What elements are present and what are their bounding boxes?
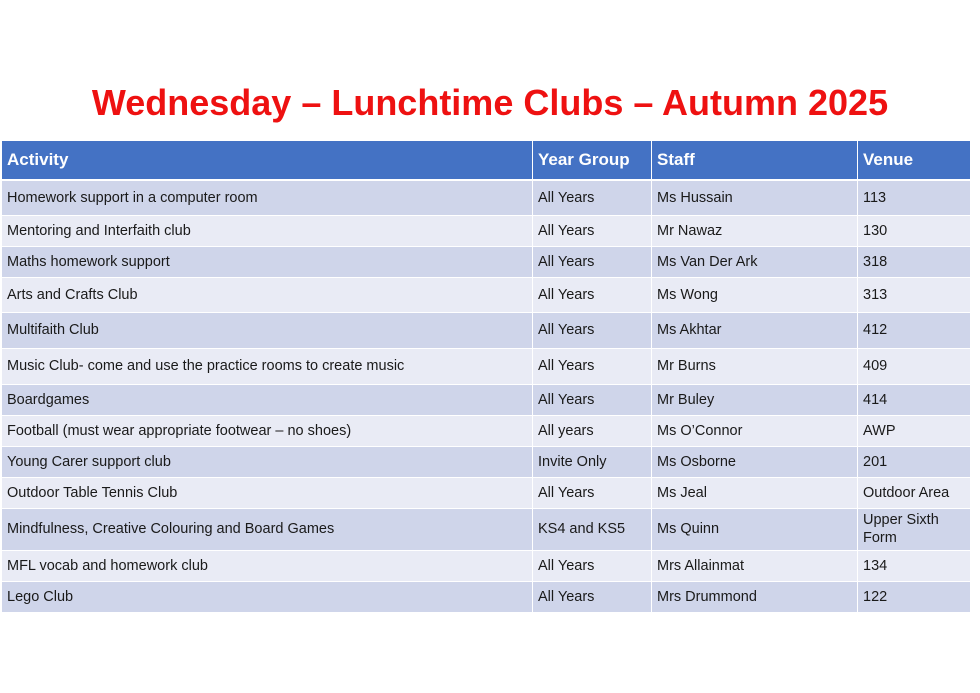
cell-staff: Ms Van Der Ark (652, 246, 858, 277)
cell-year-group: All Years (533, 180, 652, 215)
cell-year-group: All Years (533, 312, 652, 348)
cell-year-group: Invite Only (533, 446, 652, 477)
cell-venue: AWP (858, 415, 971, 446)
cell-activity: Lego Club (2, 581, 533, 612)
table-row (2, 246, 971, 277)
cell-activity: Arts and Crafts Club (2, 277, 533, 312)
table-row (2, 348, 971, 384)
cell-activity: Music Club- come and use the practice rooms to create music (2, 348, 533, 384)
cell-venue: 113 (858, 180, 971, 215)
cell-year-group: All Years (533, 477, 652, 508)
cell-year-group: All Years (533, 246, 652, 277)
cell-activity: Football (must wear appropriate footwear – no shoes) (2, 415, 533, 446)
table-row (2, 384, 971, 415)
cell-activity: Mindfulness, Creative Colouring and Board Games (2, 508, 533, 550)
cell-venue: 412 (858, 312, 971, 348)
table-row (2, 415, 971, 446)
table-row (2, 446, 971, 477)
cell-venue: Upper Sixth Form (858, 508, 971, 550)
table-row (2, 215, 971, 246)
cell-activity: Outdoor Table Tennis Club (2, 477, 533, 508)
cell-year-group: All Years (533, 348, 652, 384)
cell-staff: Ms Quinn (652, 508, 858, 550)
cell-staff: Mr Buley (652, 384, 858, 415)
cell-venue: 122 (858, 581, 971, 612)
table-header-row (2, 141, 971, 181)
cell-venue: 313 (858, 277, 971, 312)
cell-staff: Mrs Allainmat (652, 550, 858, 581)
cell-venue: 318 (858, 246, 971, 277)
table-row (2, 180, 971, 215)
table-row (2, 508, 971, 550)
cell-activity: Mentoring and Interfaith club (2, 215, 533, 246)
cell-staff: Ms Osborne (652, 446, 858, 477)
cell-year-group: All Years (533, 215, 652, 246)
table-row (2, 277, 971, 312)
cell-year-group: All Years (533, 384, 652, 415)
cell-year-group: All years (533, 415, 652, 446)
cell-staff: Ms Jeal (652, 477, 858, 508)
cell-venue: 201 (858, 446, 971, 477)
table-row (2, 550, 971, 581)
clubs-table (1, 140, 971, 613)
cell-activity: Homework support in a computer room (2, 180, 533, 215)
cell-staff: Ms O’Connor (652, 415, 858, 446)
table-row (2, 581, 971, 612)
cell-activity: MFL vocab and homework club (2, 550, 533, 581)
table-row (2, 312, 971, 348)
cell-venue: 409 (858, 348, 971, 384)
cell-venue: 414 (858, 384, 971, 415)
cell-venue: 130 (858, 215, 971, 246)
cell-venue: Outdoor Area (858, 477, 971, 508)
cell-year-group: All Years (533, 581, 652, 612)
cell-year-group: KS4 and KS5 (533, 508, 652, 550)
cell-staff: Ms Wong (652, 277, 858, 312)
header-staff: Staff (652, 141, 858, 181)
cell-activity: Multifaith Club (2, 312, 533, 348)
cell-activity: Boardgames (2, 384, 533, 415)
cell-year-group: All Years (533, 277, 652, 312)
cell-activity: Young Carer support club (2, 446, 533, 477)
header-year-group: Year Group (533, 141, 652, 181)
page-title: Wednesday – Lunchtime Clubs – Autumn 2025 (91, 82, 889, 123)
cell-staff: Mr Burns (652, 348, 858, 384)
cell-staff: Mr Nawaz (652, 215, 858, 246)
cell-activity: Maths homework support (2, 246, 533, 277)
table-row (2, 477, 971, 508)
cell-year-group: All Years (533, 550, 652, 581)
header-venue: Venue (858, 141, 971, 181)
cell-staff: Mrs Drummond (652, 581, 858, 612)
cell-staff: Ms Akhtar (652, 312, 858, 348)
header-activity: Activity (2, 141, 533, 181)
cell-venue: 134 (858, 550, 971, 581)
cell-staff: Ms Hussain (652, 180, 858, 215)
